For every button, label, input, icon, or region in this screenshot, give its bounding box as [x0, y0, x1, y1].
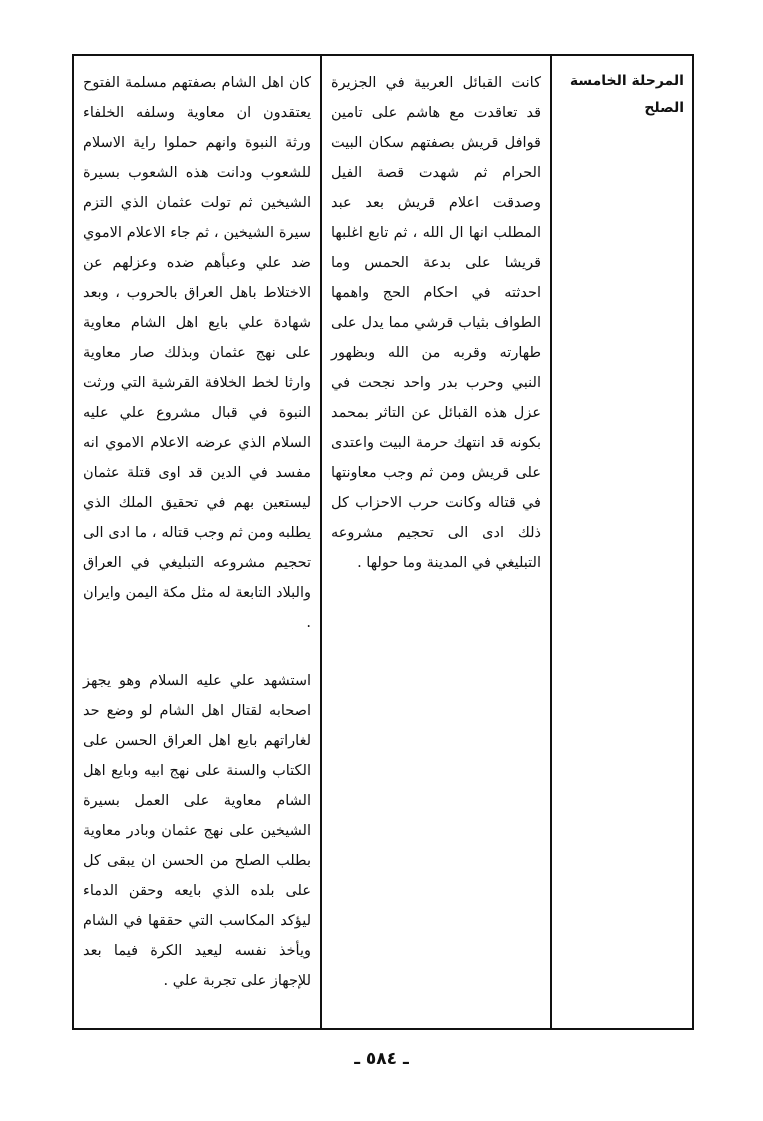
- left-paragraph-1: كان اهل الشام بصفتهم مسلمة الفتوح يعتقدون ان معاوية وسلفه الخلفاء ورثة النبوة وانهم حملوا راية الاسلام للشعوب ودانت هذه الشعوب بسيرة الشيخين ثم تولت عثمان الذي التزم سيرة الشيخين ، ثم جاء الاعلام الاموي ضد علي وعبأهم ضده وعزلهم عن الاختلاط باهل العراق بالحروب ، وبعد شهادة علي بايع اهل الشام معاوية على نهج عثمان وبذلك صار معاوية وارثا لخط الخلافة القرشية التي ورثت النبوة في قبال مشروع علي عليه السلام الذي عرضه الاعلام الاموي انه مفسد في الدين قد اوى قتلة عثمان ليستعين بهم في تحقيق الملك الذي يطلبه ومن ثم وجب قتاله ، ما ادى الى تحجيم مشروعه التبليغي في العراق والبلاد التابعة له مثل مكة اليمن وايران .: [83, 75, 311, 631]
- middle-cell: [321, 55, 551, 1029]
- content-table: [72, 54, 694, 1030]
- middle-column-text: كانت القبائل العربية في الجزيرة قد تعاقدت مع هاشم على تامين قوافل قريش بصفتهم سكان البيت الحرام ثم شهدت قصة الفيل وصدقت اعلام قريش بعد عبد المطلب انها ال الله ، ثم تابع اغلبها قريشا على بدعة الحمس وما احدثته في احكام الحج واهمها الطواف بثياب قرشي مما يدل على طهارته وقربه من الله وبظهور النبي وحرب بدر واحد نجحت في عزل هذه القبائل عن التاثر بمحمد بكونه قد انتهك حرمة البيت واعتدى على قريش ومن ثم وجب معاونتها في قتاله وكانت حرب الاحزاب كل ذلك ادى الى تحجيم مشروعه التبليغي في المدينة وما حولها .: [331, 75, 541, 571]
- table-row: [73, 55, 693, 1029]
- stage-cell: [551, 55, 693, 1029]
- page-number: ـ ٥٨٤ ـ: [354, 1049, 409, 1069]
- stage-title: المرحلة الخامسة الصلح: [569, 73, 684, 116]
- left-paragraph-2: استشهد علي عليه السلام وهو يجهز اصحابه لقتال اهل الشام لو وضع حد لغاراتهم بايع اهل العراق الحسن على الكتاب والسنة على نهج ابيه وبايع اهل الشام معاوية على العمل بسيرة الشيخين على نهج عثمان وبادر معاوية بطلب الصلح من الحسن ان يبقى كل على بلده الذي بايعه وحقن الدماء ليؤكد المكاسب التي حققها في الشام ويأخذ نفسه ليعيد الكرة فيما بعد للإجهاز على تجربة علي .: [83, 673, 311, 989]
- left-cell: [73, 55, 321, 1029]
- left-column-text: [74, 56, 320, 996]
